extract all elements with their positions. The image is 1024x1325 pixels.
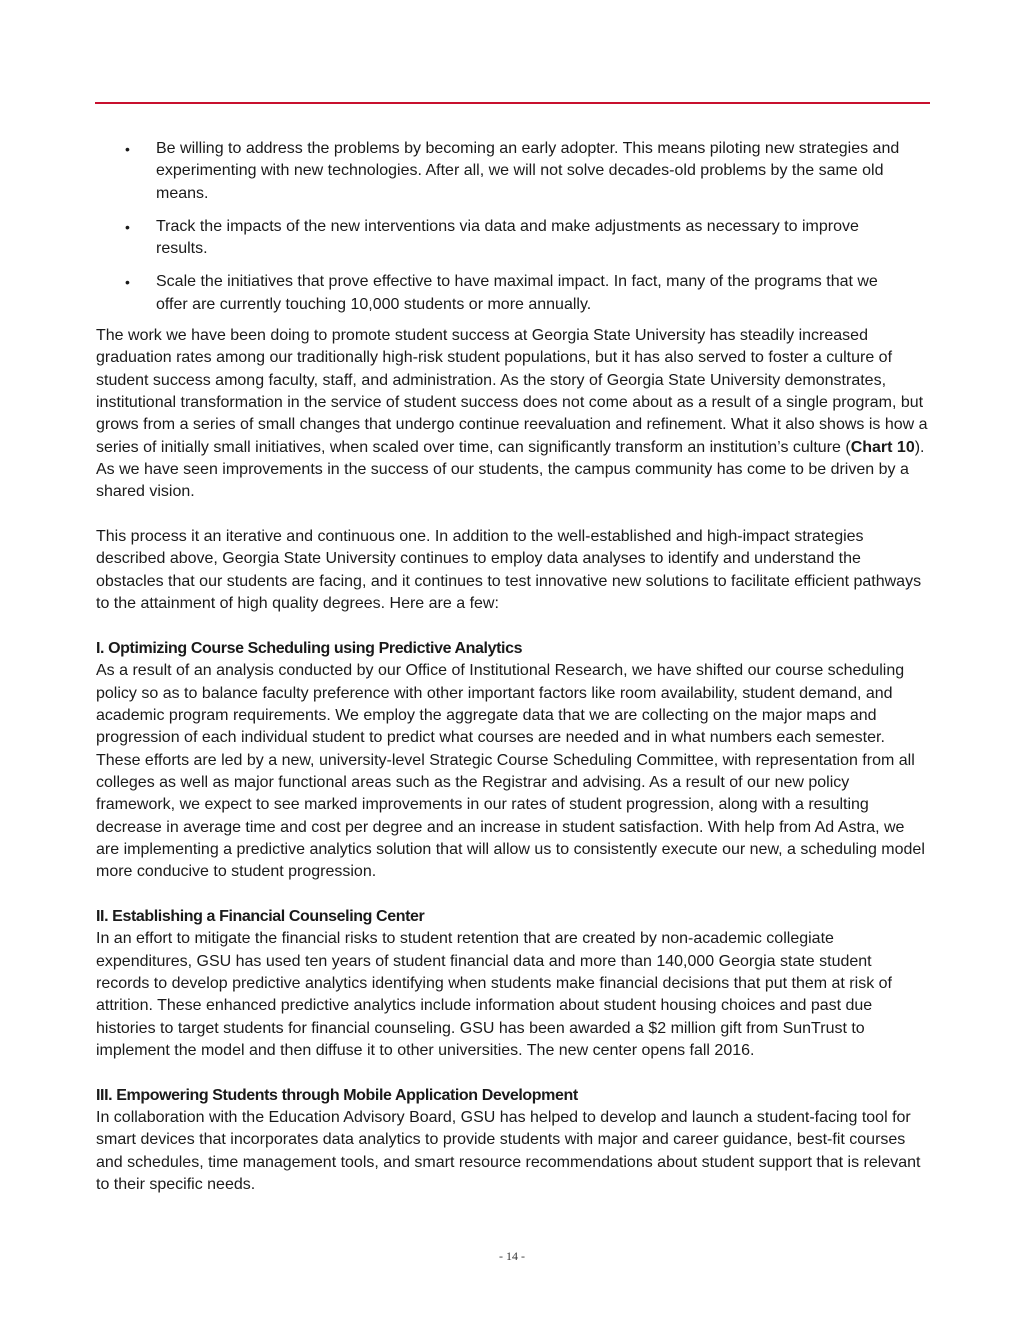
paragraph-text: The work we have been doing to promote student success at Georgia State University has steadily increased graduation rates among our traditionally high-risk student populations, but it has also served to foster a culture of student success among faculty, staff, and administration. As the story of Georgia State University demonstrates, institutional transformation in the service of student success does not come about as a result of a single program, but grows from a series of small changes that undergo continue reevaluation and refinement. What it also shows is how a series of initially small initiatives, when scaled over time, can significantly transform an institution’s culture ( [96,327,928,456]
main-content [96,325,929,1219]
bullet-text: Scale the initiatives that prove effective to have maximal impact. In fact, many of the programs that we offer are currently touching 10,000 students or more annually. [156,273,878,313]
bullet-text: Track the impacts of the new interventions via data and make adjustments as necessary to improve results. [156,217,859,258]
bullet-icon: • [125,274,130,291]
bullet-item [95,271,930,316]
header-rule [95,102,930,104]
section-heading: I. Optimizing Course Scheduling using Predictive Analytics [96,639,523,657]
bullet-text: Be willing to address the problems by becoming an early adopter. This means piloting new strategies and experimenting with new technologies. After all, we will not solve decades-old problems by the same old means. [156,140,900,202]
paragraph-intro [96,325,929,504]
section-body: In an effort to mitigate the financial risks to student retention that are created by non-academic collegiate expenditures, GSU has used ten years of student financial data and more than 140,000 Georgia state student records to develop predictive analytics identifying when students make financial decisions that put them at risk of attrition. These enhanced predictive analytics include information about student housing choices and past due histories to target students for financial counseling. GSU has been awarded a $2 million gift from SunTrust to implement the model and then diffuse it to other universities. The new center opens fall 2016. [96,930,892,1059]
paragraph-text: ). As we have seen improvements in the success of our students, the campus community has come to be driven by a shared vision. [96,438,925,501]
paragraph-process: This process it an iterative and continuous one. In addition to the well-established and high-impact strategies described above, Georgia State University continues to employ data analyses to identify and understand the obstacles that our students are facing, and it continues to test innovative new solutions to facilitate efficient pathways to the attainment of high quality degrees. Here are a few: [96,528,922,613]
bullet-list [95,138,930,327]
chart-reference: Chart 10 [850,438,915,456]
bullet-icon: • [125,218,130,235]
bullet-item [95,216,930,261]
page-number: - 14 - [499,1249,525,1263]
section-heading: III. Empowering Students through Mobile Application Development [96,1086,578,1104]
section-body: In collaboration with the Education Advisory Board, GSU has helped to develop and launch a student-facing tool for smart devices that incorporates data analytics to provide students with major and career guidance, best-fit courses and schedules, time management tools, and smart resource recommendations about student support that is relevant to their specific needs. [96,1109,921,1194]
bullet-icon: • [125,141,130,157]
bullet-item [95,138,930,205]
section-heading: II. Establishing a Financial Counseling Center [96,907,425,925]
section-body: As a result of an analysis conducted by our Office of Institutional Research, we have shifted our course scheduling policy so as to balance faculty preference with other important factors like room availability, student demand, and academic program requirements. We employ the aggregate data that we are collecting on the major maps and progression of each individual student to predict what courses are needed and in what numbers each semester. These efforts are led by a new, university-level Strategic Course Scheduling Committee, with representation from all colleges as well as major functional areas such as the Registrar and advising. As a result of our new policy framework, we expect to see marked improvements in our rates of student progression, along with a resulting decrease in average time and cost per degree and an increase in student satisfaction. With help from Ad Astra, we are implementing a predictive analytics solution that will allow us to consistently execute our new, a scheduling model more conducive to student progression. [96,662,925,881]
